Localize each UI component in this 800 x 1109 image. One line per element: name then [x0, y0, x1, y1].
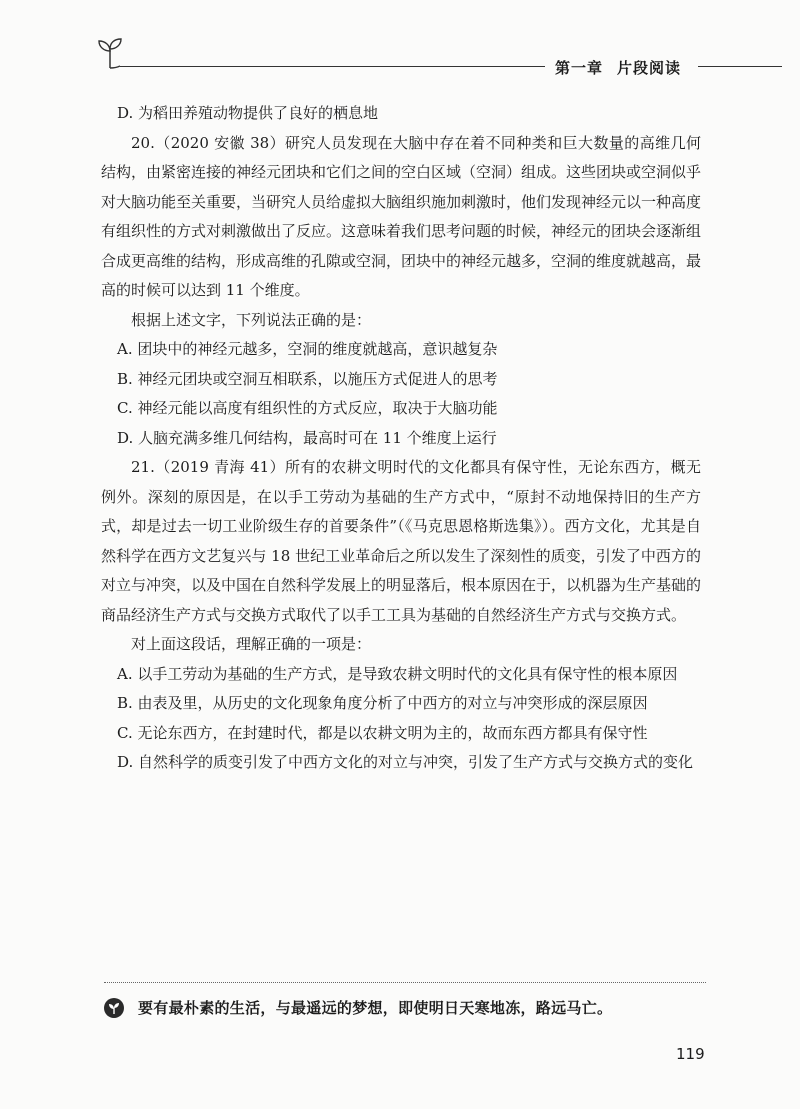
- question-21-stem: 对上面这段话，理解正确的一项是：: [131, 635, 372, 653]
- question-20-option-d: D. 人脑充满多维几何结构，最高时可在 11 个维度上运行: [117, 428, 497, 447]
- chapter-title: [555, 57, 681, 78]
- page-number: 119: [676, 1045, 705, 1063]
- chapter-label: 第一章: [555, 59, 604, 77]
- question-20-option-a: A. 团块中的神经元越多，空洞的维度就越高，意识越复杂: [117, 340, 498, 358]
- question-20-option-c: C. 神经元能以高度有组织性的方式反应，取决于大脑功能: [117, 399, 498, 417]
- footer-quote: 要有最朴素的生活，与最遥远的梦想，即使明日天寒地冻，路远马亡。: [138, 999, 613, 1017]
- header-rule-right: [698, 66, 782, 67]
- header-rule-left: [120, 66, 545, 67]
- footer-quote-row: [104, 997, 612, 1018]
- running-header: [0, 0, 800, 90]
- question-20-option-b: B. 神经元团块或空洞互相联系，以施压方式促进人的思考: [117, 369, 498, 388]
- footer-divider: [104, 982, 706, 983]
- question-21-passage: 21.（2019 青海 41）所有的农耕文明时代的文化都具有保守性，无论东西方，概无例外。深刻的原因是，在以手工劳动为基础的生产方式中，“原封不动地保持旧的生产方式，却是过去一切工业阶级生存的首要条件”（《马克思恩格斯选集》）。西方文化，尤其是自然科学在西方文艺复兴与 18 世纪工业革命后之所以发生了深刻性的质变，引发了中西方的对立与冲突，以及中国在自然科学发展上的明显落后，根本原因在于，以机器为生产基础的商品经济生产方式与交换方式取代了以手工工具为基础的自然经济生产方式与交换方式。: [101, 458, 702, 624]
- question-21-option-d: D. 自然科学的质变引发了中西方文化的对立与冲突，引发了生产方式与交换方式的变化: [117, 753, 694, 771]
- previous-option-d: D. 为稻田养殖动物提供了良好的栖息地: [117, 104, 379, 122]
- sprout-icon: [96, 36, 124, 70]
- question-20-passage: 20.（2020 安徽 38）研究人员发现在大脑中存在着不同种类和巨大数量的高维几何结构，由紧密连接的神经元团块和它们之间的空白区域（空洞）组成。这些团块或空洞似乎对大脑功能至关重要，当研究人员给虚拟大脑组织施加刺激时，他们发现神经元以一种高度有组织性的方式对刺激做出了反应。这意味着我们思考问题的时候，神经元的团块会逐渐组合成更高维的结构，形成高维的孔隙或空洞，团块中的神经元越多，空洞的维度就越高，最高的时候可以达到 11 个维度。: [101, 133, 702, 299]
- question-21-option-b: B. 由表及里，从历史的文化现象角度分析了中西方的对立与冲突形成的深层原因: [117, 694, 648, 712]
- question-20-stem: 根据上述文字，下列说法正确的是：: [131, 310, 372, 329]
- section-label: 片段阅读: [617, 59, 682, 77]
- question-21-option-a: A. 以手工劳动为基础的生产方式，是导致农耕文明时代的文化具有保守性的根本原因: [117, 664, 678, 683]
- sprout-badge-icon: [104, 998, 124, 1018]
- page-body: [101, 99, 701, 778]
- question-21-option-c: C. 无论东西方，在封建时代，都是以农耕文明为主的，故而东西方都具有保守性: [117, 723, 648, 742]
